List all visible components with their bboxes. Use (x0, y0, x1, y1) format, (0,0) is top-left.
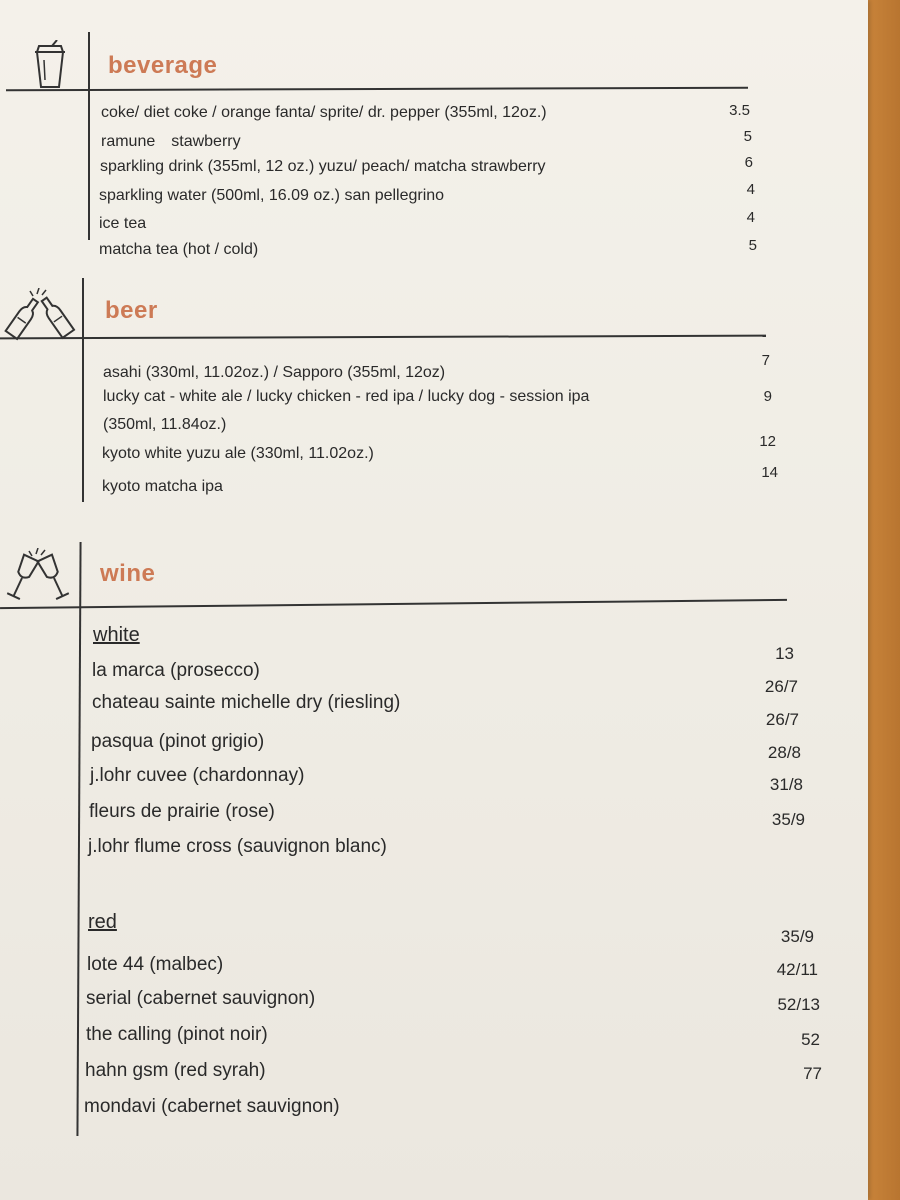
red-price-1: 42/11 (776, 960, 818, 979)
beer-title: beer (105, 297, 158, 324)
beverage-item-2: sparkling drink (355ml, 12 oz.) yuzu/ peach/ matcha strawberry (100, 158, 546, 175)
beer-price-0: 7 (761, 352, 770, 369)
beverage-item-4: ice tea (99, 215, 147, 232)
red-price-3: 52 (801, 1030, 820, 1049)
red-wine-4: mondavi (cabernet sauvignon) (84, 1096, 340, 1117)
red-wine-0: lote 44 (malbec) (87, 954, 224, 975)
beer-item-3: kyoto matcha ipa (102, 478, 223, 495)
white-price-4: 31/8 (769, 775, 803, 794)
beverage-price-4: 4 (746, 209, 755, 226)
white-wine-0: la marca (prosecco) (92, 660, 260, 681)
beer-item-1: lucky cat - white ale / lucky chicken - red ipa / lucky dog - session ipa (103, 388, 590, 405)
red-wine-1: serial (cabernet sauvignon) (86, 988, 316, 1009)
white-price-2: 26/7 (765, 710, 799, 729)
beer-price-2: 12 (759, 433, 776, 450)
beverage-price-5: 5 (748, 237, 757, 254)
beverage-item-5: matcha tea (hot / cold) (99, 241, 259, 258)
white-price-3: 28/8 (767, 743, 801, 762)
beverage-item-3: sparkling water (500ml, 16.09 oz.) san pellegrino (99, 187, 445, 204)
beverage-price-0: 3.5 (729, 102, 750, 119)
beverage-price-1: 5 (743, 128, 752, 145)
beer-price-1: 9 (763, 388, 772, 405)
beer-bottles-icon (4, 288, 76, 342)
white-wine-3: j.lohr cuvee (chardonnay) (90, 765, 305, 786)
beverage-price-2: 6 (744, 154, 753, 171)
wine-title: wine (100, 560, 156, 587)
white-price-5: 35/9 (771, 810, 805, 829)
beverage-item-1: ramune stawberry (101, 133, 241, 150)
white-wine-2: pasqua (pinot grigio) (91, 731, 265, 752)
beverage-item-0: coke/ diet coke / orange fanta/ sprite/ dr. pepper (355ml, 12oz.) (101, 104, 547, 121)
drink-cup-icon (32, 40, 68, 90)
white-wine-1: chateau sainte michelle dry (riesling) (92, 692, 401, 713)
red-price-4: 77 (803, 1064, 822, 1083)
beverage-title: beverage (108, 52, 218, 79)
beer-item-0: asahi (330ml, 11.02oz.) / Sapporo (355ml, 12oz) (103, 364, 446, 381)
red-price-0: 35/9 (780, 927, 814, 946)
wine-glasses-icon (2, 548, 74, 610)
red-heading: red (88, 911, 117, 933)
white-price-1: 26/7 (764, 677, 798, 696)
beer-item-2: kyoto white yuzu ale (330ml, 11.02oz.) (102, 445, 374, 462)
beverage-price-3: 4 (746, 181, 755, 198)
beer-item-1-size: (350ml, 11.84oz.) (103, 416, 227, 433)
white-wine-4: fleurs de prairie (rose) (89, 801, 275, 822)
white-heading: white (93, 624, 140, 646)
red-wine-3: hahn gsm (red syrah) (85, 1060, 266, 1081)
white-price-0: 13 (775, 644, 794, 663)
red-price-2: 52/13 (777, 995, 820, 1014)
red-wine-2: the calling (pinot noir) (86, 1024, 268, 1045)
beer-price-3: 14 (761, 464, 778, 481)
white-wine-5: j.lohr flume cross (sauvignon blanc) (88, 836, 387, 857)
